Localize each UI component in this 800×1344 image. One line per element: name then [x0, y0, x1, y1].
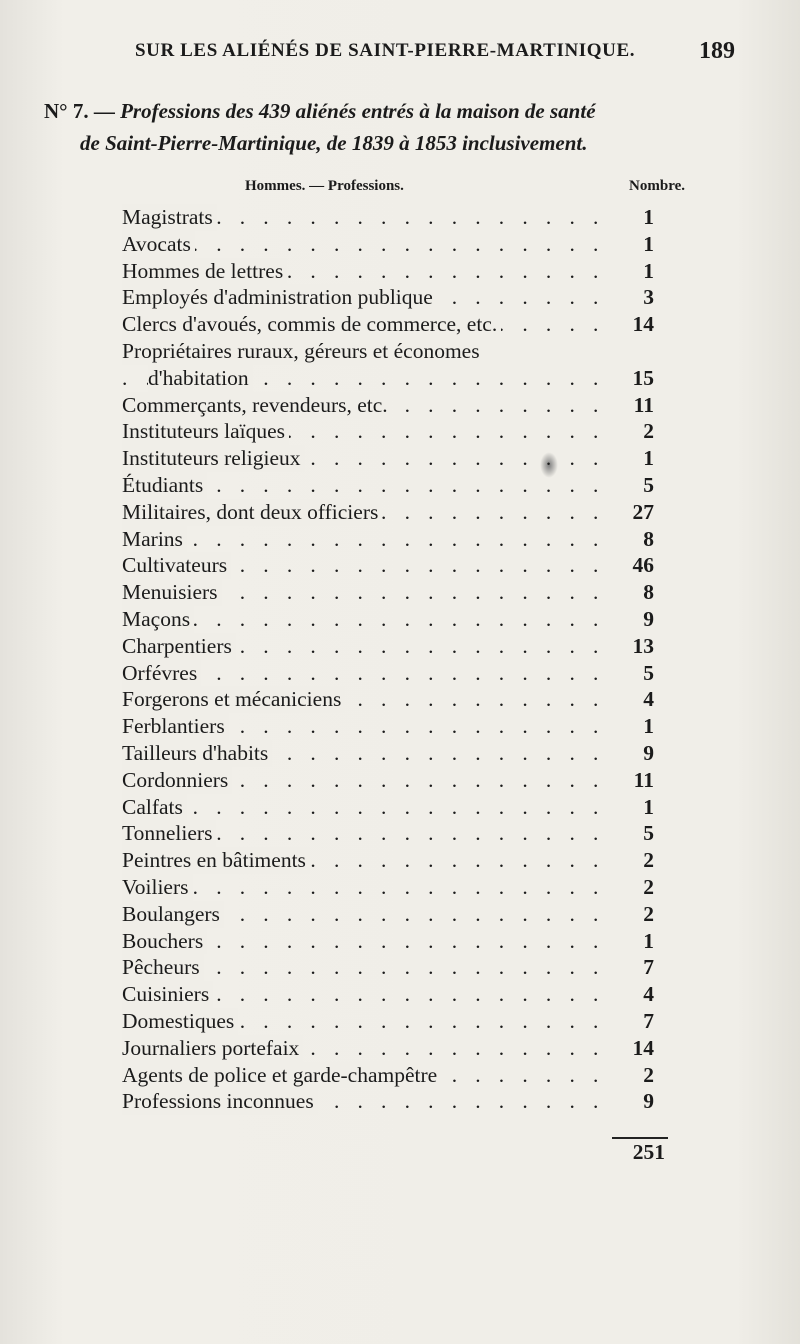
table-row [122, 901, 662, 928]
profession-label: Calfats [122, 794, 187, 821]
professions-table [122, 204, 662, 1115]
table-row [122, 418, 662, 445]
profession-label: Cordonniers [122, 767, 232, 794]
profession-label: Marins [122, 526, 187, 553]
table-row [122, 740, 662, 767]
table-row [122, 794, 662, 821]
count-value: 4 [643, 982, 654, 1007]
table-row [122, 633, 662, 660]
page-header [135, 38, 735, 68]
table-row [122, 284, 662, 311]
page-number: 189 [699, 38, 735, 64]
total-value: 251 [632, 1140, 665, 1164]
count-value: 13 [632, 633, 654, 658]
count-value: 1 [643, 446, 654, 471]
profession-label: Menuisiers [122, 579, 222, 606]
profession-label: Journaliers portefaix [122, 1035, 303, 1062]
profession-label: Instituteurs laïques [122, 418, 289, 445]
table-heading-line-2 [44, 127, 744, 159]
table-row [122, 311, 662, 338]
count-value: 11 [633, 767, 654, 792]
table-row [122, 204, 662, 231]
table-row [122, 552, 662, 579]
table-row [122, 445, 662, 472]
table-row [122, 847, 662, 874]
total-rule [612, 1137, 668, 1139]
count-value: 9 [643, 1089, 654, 1114]
table-row [122, 1088, 662, 1115]
dot-leader [122, 874, 604, 901]
count-value: 14 [632, 312, 654, 337]
profession-label: Professions inconnues [122, 1088, 318, 1115]
table-title-line-2: de Saint-Pierre-Martinique, de 1839 à 1853 inclusivement. [80, 131, 588, 155]
table-row [122, 660, 662, 687]
count-value: 8 [643, 526, 654, 551]
count-value: 7 [643, 955, 654, 980]
column-header-professions: Hommes. — Professions. [245, 178, 404, 194]
profession-label: Peintres en bâtiments [122, 847, 310, 874]
count-value: 15 [632, 365, 654, 390]
count-value: 11 [633, 392, 654, 417]
table-row [122, 954, 662, 981]
table-heading-line-1 [44, 95, 744, 127]
profession-label: Agents de police et garde-champêtre [122, 1062, 441, 1089]
profession-label: Étudiants [122, 472, 207, 499]
table-row [122, 820, 662, 847]
profession-label: Militaires, dont deux officiers [122, 499, 382, 526]
table-row [122, 579, 662, 606]
profession-label: Clercs d'avoués, commis de commerce, etc. [122, 311, 501, 338]
profession-label: Tonneliers [122, 820, 216, 847]
table-row [122, 713, 662, 740]
running-head: SUR LES ALIÉNÉS DE SAINT-PIERRE-MARTINIQUE. [135, 40, 636, 61]
profession-label: Boulangers [122, 901, 224, 928]
table-heading-dash: — [88, 99, 121, 123]
table-row [122, 981, 662, 1008]
count-value: 2 [643, 419, 654, 444]
profession-label: Instituteurs religieux [122, 445, 305, 472]
table-row [122, 1062, 662, 1089]
count-value: 1 [643, 258, 654, 283]
dot-leader [122, 794, 604, 821]
count-value: 5 [643, 660, 654, 685]
profession-label: Cultivateurs [122, 552, 231, 579]
profession-label: Bouchers [122, 928, 207, 955]
profession-label: Magistrats [122, 204, 217, 231]
table-row [122, 258, 662, 285]
table-row [122, 686, 662, 713]
count-value: 3 [643, 285, 654, 310]
count-value: 8 [643, 580, 654, 605]
table-title-line-1: Professions des 439 aliénés entrés à la maison de santé [120, 99, 596, 123]
profession-label: Cuisiniers [122, 981, 213, 1008]
profession-label: Maçons [122, 606, 194, 633]
count-value: 2 [643, 1062, 654, 1087]
table-row [122, 499, 662, 526]
profession-label: Forgerons et mécaniciens [122, 686, 345, 713]
table-number: N° 7. [44, 99, 89, 123]
table-heading [44, 95, 744, 159]
profession-label: Pêcheurs [122, 954, 204, 981]
count-value: 7 [643, 1008, 654, 1033]
count-value: 2 [643, 901, 654, 926]
count-value: 1 [643, 231, 654, 256]
profession-label: Ferblantiers [122, 713, 229, 740]
profession-label: Commerçants, revendeurs, etc. [122, 392, 392, 419]
count-value: 1 [643, 205, 654, 229]
table-row [122, 472, 662, 499]
table-row [122, 365, 662, 392]
table-row [122, 874, 662, 901]
table-row [122, 338, 662, 365]
profession-label: Charpentiers [122, 633, 236, 660]
count-value: 9 [643, 606, 654, 631]
table-row [122, 231, 662, 258]
column-headers [245, 178, 685, 202]
count-value: 5 [643, 821, 654, 846]
count-value: 46 [632, 553, 654, 578]
profession-label: Orfévres [122, 660, 201, 687]
table-row [122, 526, 662, 553]
count-value: 27 [632, 499, 654, 524]
dot-leader [122, 606, 604, 633]
table-row [122, 1008, 662, 1035]
count-value: 5 [643, 472, 654, 497]
table-row [122, 928, 662, 955]
profession-label: Domestiques [122, 1008, 238, 1035]
table-row [122, 392, 662, 419]
count-value: 2 [643, 848, 654, 873]
count-value: 14 [632, 1035, 654, 1060]
profession-label: Avocats [122, 231, 195, 258]
table-row [122, 1035, 662, 1062]
profession-label: Employés d'administration publique [122, 284, 437, 311]
profession-label: Hommes de lettres [122, 258, 287, 285]
profession-label: Propriétaires ruraux, géreurs et économes [122, 338, 484, 365]
profession-label: Tailleurs d'habits [122, 740, 272, 767]
profession-label: Voiliers [122, 874, 193, 901]
count-value: 2 [643, 874, 654, 899]
profession-label: d'habitation [148, 365, 253, 392]
count-value: 1 [643, 928, 654, 953]
count-value: 4 [643, 687, 654, 712]
table-row [122, 767, 662, 794]
dot-leader [122, 526, 604, 553]
table-row [122, 606, 662, 633]
count-value: 1 [643, 714, 654, 739]
count-value: 1 [643, 794, 654, 819]
count-value: 9 [643, 740, 654, 765]
column-header-number: Nombre. [629, 178, 685, 194]
